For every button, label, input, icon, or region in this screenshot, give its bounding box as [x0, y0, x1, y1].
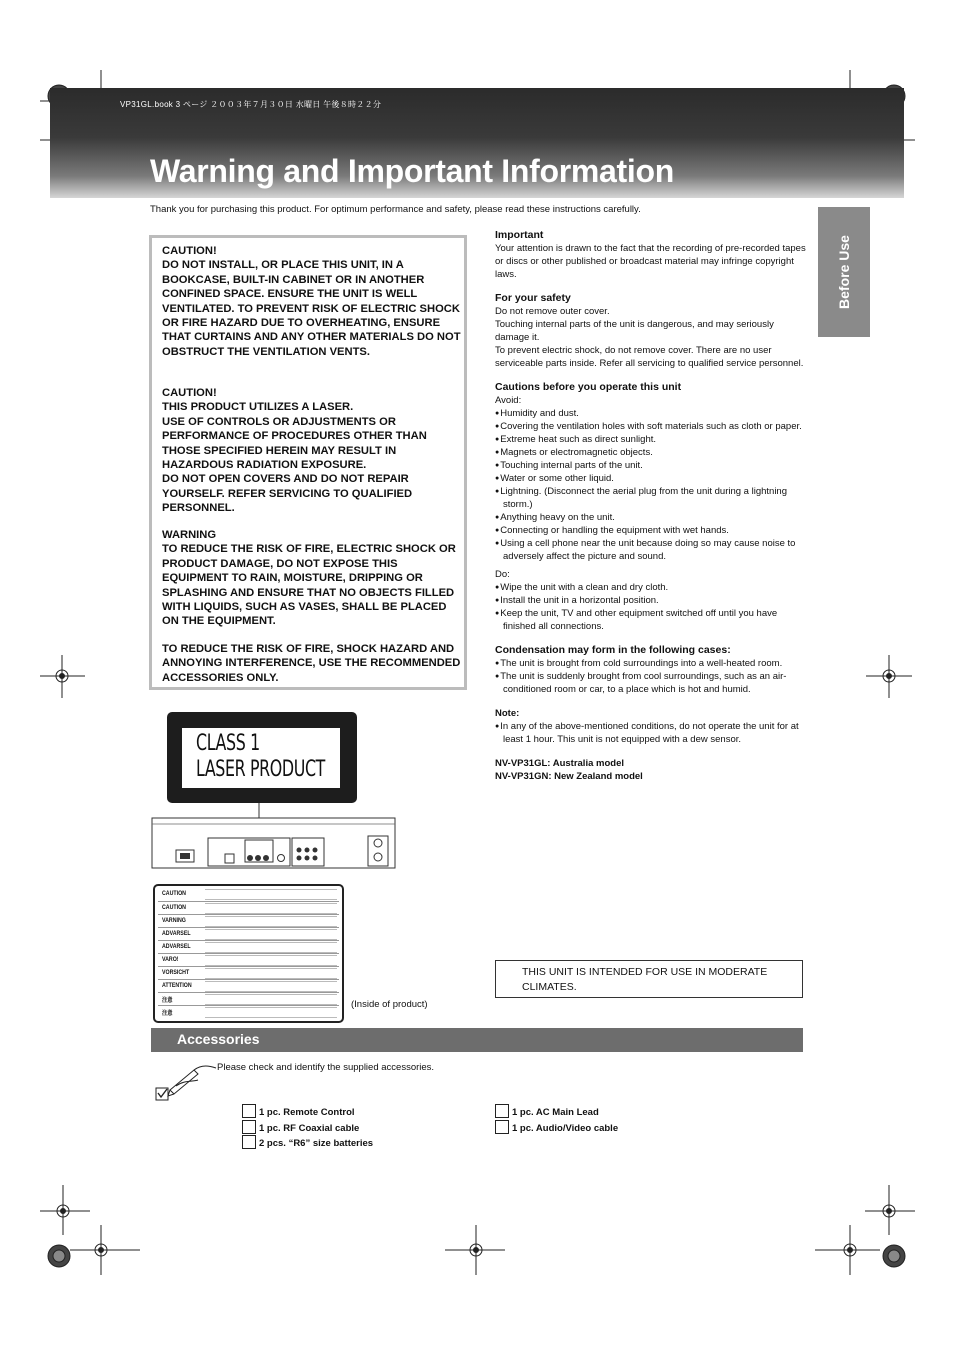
model-line: NV-VP31GL: Australia model [495, 758, 624, 769]
sticker-row: ATTENTION [158, 979, 339, 991]
accessories-heading: Accessories [177, 1031, 260, 1047]
safety-line: Touching internal parts of the unit is dangerous, and may seriously damage it. [495, 319, 774, 343]
sticker-row: VARO! [158, 953, 339, 965]
safety-line: To prevent electric shock, do not remove cover. There are no user serviceable parts inside. Refer all servicing to qualified service personnel. [495, 345, 804, 369]
note-list [495, 720, 807, 746]
caution-sticker [153, 884, 344, 1023]
list-item: 1 pc. AC Main Lead [495, 1104, 618, 1120]
book-info: VP31GL.book 3 ページ ２００３年７月３０日 水曜日 午後８時２２分 [120, 100, 382, 109]
sticker-row: CAUTION [158, 888, 339, 899]
checkbox[interactable] [242, 1120, 256, 1134]
condensation-list [495, 657, 807, 696]
list-item: ● The unit is suddenly brought from cool surroundings, such as an air-conditioned room or car, to a place which is hot and humid. [495, 670, 807, 696]
accessories-warning-block: TO REDUCE THE RISK OF FIRE, SHOCK HAZARD AND ANNOYING INTERFERENCE, USE THE RECOMMENDED ACCESSORIES ONLY. [162, 643, 461, 684]
accessories-list-left [242, 1104, 373, 1151]
list-item: ● Lightning. (Disconnect the aerial plug from the unit during a lightning storm.) [495, 485, 807, 511]
accessories-list-right [495, 1104, 618, 1135]
side-tab-label: Before Use [836, 235, 852, 309]
avoid-label: Avoid: [495, 395, 522, 406]
list-item: ● The unit is brought from cold surroundings into a well-heated room. [495, 657, 807, 670]
list-item: ● Keep the unit, TV and other equipment switched off until you have finished all connections. [495, 607, 807, 633]
list-item: 2 pcs. “R6” size batteries [242, 1135, 373, 1151]
list-item: ● In any of the above-mentioned conditions, do not operate the unit for at least 1 hour. This unit is not equipped with a dew sensor. [495, 720, 807, 746]
list-item: ● Install the unit in a horizontal position. [495, 594, 807, 607]
list-item: 1 pc. Audio/Video cable [495, 1120, 618, 1136]
do-list [495, 581, 807, 633]
cautions-heading: Cautions before you operate this unit [495, 381, 682, 393]
safety-line: Do not remove outer cover. [495, 306, 610, 317]
condensation-heading: Condensation may form in the following cases: [495, 644, 731, 656]
checkbox[interactable] [495, 1104, 509, 1118]
list-item: 1 pc. RF Coaxial cable [242, 1120, 373, 1136]
list-item: ● Water or some other liquid. [495, 472, 807, 485]
vcr-rear-illustration [150, 800, 402, 872]
note-section [495, 707, 807, 746]
checkbox[interactable] [495, 1120, 509, 1134]
safety-section [495, 292, 807, 370]
right-column [495, 229, 807, 783]
sticker-row: 注意 [158, 1005, 339, 1017]
sticker-row: VORSICHT [158, 966, 339, 978]
list-item: ● Using a cell phone near the unit because doing so may cause noise to adversely affect the picture and sound. [495, 537, 807, 563]
list-item: ● Anything heavy on the unit. [495, 511, 807, 524]
do-label: Do: [495, 569, 510, 580]
caution-box [149, 235, 467, 690]
important-heading: Important [495, 229, 544, 241]
sticker-row: ADVARSEL [158, 940, 339, 952]
page-title: Warning and Important Information [150, 153, 674, 189]
checkbox[interactable] [242, 1104, 256, 1118]
accessories-header [151, 1028, 803, 1052]
list-item: ● Extreme heat such as direct sunlight. [495, 433, 807, 446]
laser-label-inner [182, 728, 340, 788]
laser-label-line2: LASER PRODUCT [196, 757, 326, 782]
list-item: ● Covering the ventilation holes with soft materials such as cloth or paper. [495, 420, 807, 433]
sticker-row: ADVARSEL [158, 927, 339, 939]
list-item: ● Connecting or handling the equipment with wet hands. [495, 524, 807, 537]
list-item: ● Humidity and dust. [495, 407, 807, 420]
cautions-section [495, 381, 807, 633]
accessories-note: Please check and identify the supplied accessories. [217, 1062, 435, 1073]
pen-check-icon [154, 1060, 218, 1102]
sticker-row: 注意 [158, 992, 339, 1004]
list-item: ● Magnets or electromagnetic objects. [495, 446, 807, 459]
sticker-row: VARNING [158, 914, 339, 926]
climate-notice: THIS UNIT IS INTENDED FOR USE IN MODERATE CLIMATES. [495, 960, 803, 998]
inside-caption: (Inside of product) [351, 999, 428, 1010]
sticker-row: CAUTION [158, 901, 339, 913]
avoid-list [495, 407, 807, 563]
caution-block-ventilation: CAUTION! DO NOT INSTALL, OR PLACE THIS UNIT, IN A BOOKCASE, BUILT-IN CABINET OR IN ANOTHER CONFINED SPACE. ENSURE THE UNIT IS WELL VENTILATED. TO PREVENT RISK OF ELECTRIC SHOCK OR FIRE HAZARD DUE TO OVERHEATING, ENSURE THAT CURTAINS AND ANY OTHER MATERIALS DO NOT OBSTRUCT THE VENTILATION VENTS. [162, 245, 461, 358]
important-section [495, 229, 807, 281]
safety-heading: For your safety [495, 292, 571, 304]
list-item: ● Touching internal parts of the unit. [495, 459, 807, 472]
list-item: ● Wipe the unit with a clean and dry cloth. [495, 581, 807, 594]
checkbox[interactable] [242, 1135, 256, 1149]
note-heading: Note: [495, 708, 520, 719]
laser-label-line1: CLASS 1 [196, 731, 260, 756]
models-section [495, 757, 807, 783]
laser-product-label [167, 712, 357, 803]
warning-block: WARNING TO REDUCE THE RISK OF FIRE, ELECTRIC SHOCK OR PRODUCT DAMAGE, DO NOT EXPOSE THIS EQUIPMENT TO RAIN, MOISTURE, DRIPPING OR SPLASHING AND ENSURE THAT NO OBJECTS FILLED WITH LIQUIDS, SUCH AS VASES, SHALL BE PLACED ON THE EQUIPMENT. [162, 529, 456, 628]
intro-text: Thank you for purchasing this product. For optimum performance and safety, please read these instructions carefully. [150, 204, 641, 215]
side-tab [818, 207, 870, 337]
important-text: Your attention is drawn to the fact that the recording of pre-recorded tapes or discs or other published or broadcast material may infringe copyright laws. [495, 243, 806, 280]
condensation-section [495, 644, 807, 696]
list-item: 1 pc. Remote Control [242, 1104, 373, 1120]
caution-block-laser: CAUTION! THIS PRODUCT UTILIZES A LASER. USE OF CONTROLS OR ADJUSTMENTS OR PERFORMANCE OF PROCEDURES OTHER THAN THOSE SPECIFIED HEREIN MAY RESULT IN HAZARDOUS RADIATION EXPOSURE. DO NOT OPEN COVERS AND DO NOT REPAIR YOURSELF. REFER SERVICING TO QUALIFIED PERSONNEL. [162, 387, 427, 515]
model-line: NV-VP31GN: New Zealand model [495, 771, 643, 782]
